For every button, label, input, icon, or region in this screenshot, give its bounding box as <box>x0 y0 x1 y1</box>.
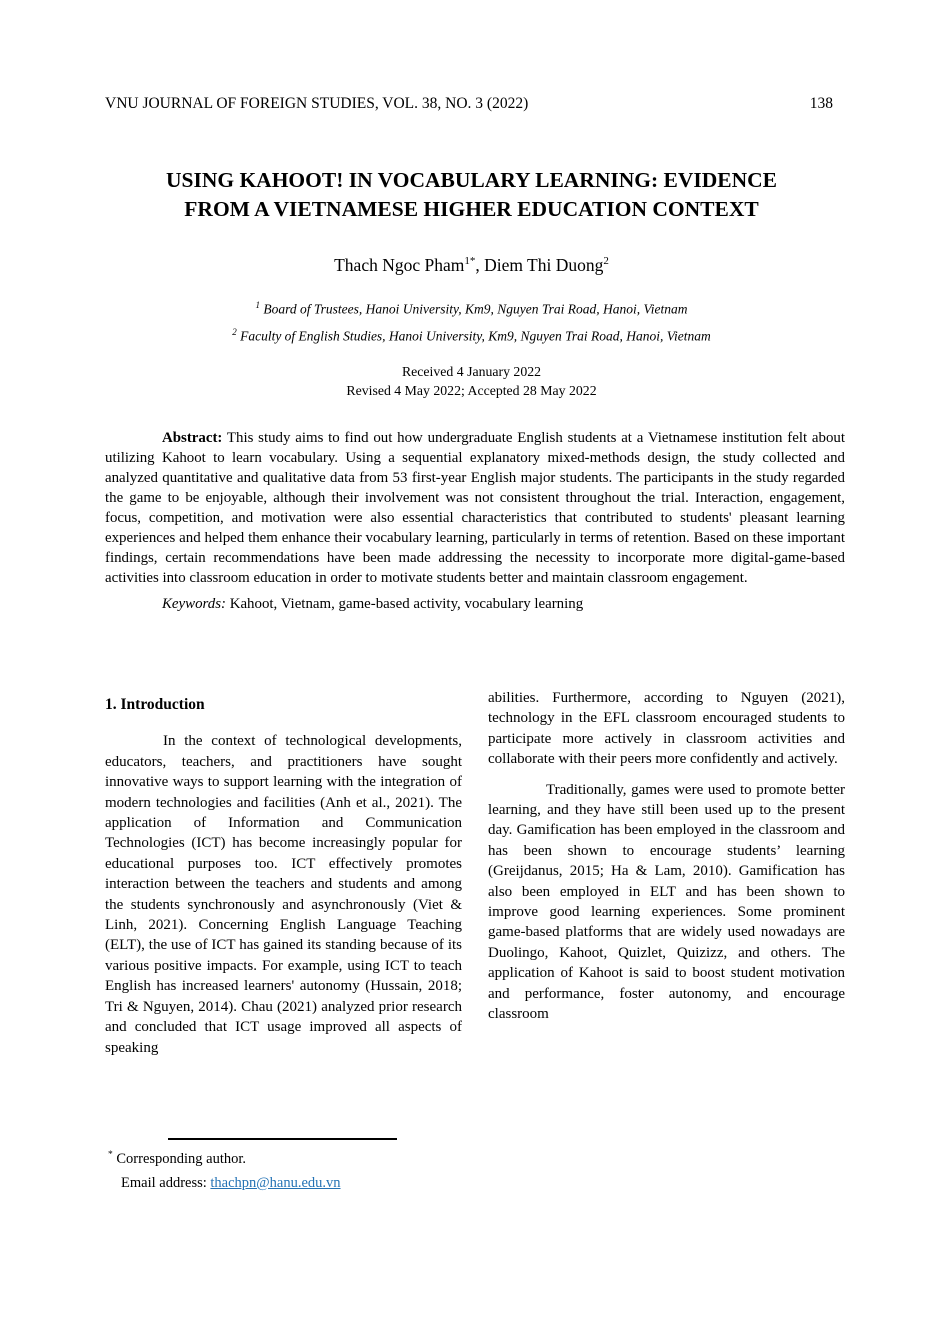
corresponding-author-note <box>108 1150 528 1168</box>
paper-title <box>100 166 843 224</box>
journal-title: VNU JOURNAL OF FOREIGN STUDIES, VOL. 38, NO. 3 (2022) <box>105 95 529 112</box>
received-date: Received 4 January 2022 <box>401 364 542 379</box>
affiliation-1-superscript: 1 <box>255 300 260 310</box>
footnote-marker: * <box>108 1150 113 1160</box>
email-line <box>108 1175 528 1192</box>
right-column <box>488 688 845 1058</box>
authors-separator: , <box>475 255 485 275</box>
page-number: 138 <box>809 95 833 112</box>
footnote-separator-rule <box>168 1138 397 1140</box>
abstract-label: Abstract: <box>162 430 223 446</box>
affiliation-2-superscript: 2 <box>232 327 237 337</box>
email-link[interactable]: thachpn@hanu.edu.vn <box>210 1174 341 1191</box>
affiliations <box>100 294 843 348</box>
authors-line <box>100 255 843 276</box>
intro-paragraph-1: In the context of technological developments, educators, teachers, and practitioners have sought innovative ways to support learning with the integration of modern technologies and facilities (Anh et al., 2021). The application of Information and Communication Technologies (ICT) has become increasingly popular for educational purposes too. ICT effectively promotes interaction between the teachers and students and among the students synchronously and asynchronously (Viet & Linh, 2021). Concerning English Language Teaching (ELT), the use of ICT has gained its standing because of its various positive impacts. For example, using ICT to teach English has increased learners' autonomy (Hussain, 2018; Tri & Nguyen, 2014). Chau (2021) analyzed prior research and concluded that ICT usage improved all aspects of speaking <box>105 733 462 1056</box>
intro-paragraph-1-continued: abilities. Furthermore, according to Nguyen (2021), technology in the EFL classroom encouraged students to participate more actively in classroom activities and collaborate with their peers more confidently and actively. <box>488 690 845 768</box>
submission-dates <box>100 362 843 400</box>
author-1-superscript: 1* <box>464 255 476 268</box>
affiliation-line-2 <box>100 321 843 348</box>
affiliation-1-text: Board of Trustees, Hanoi University, Km9, Nguyen Trai Road, Hanoi, Vietnam <box>260 301 688 317</box>
paper-title-line-2: FROM A VIETNAMESE HIGHER EDUCATION CONTEXT <box>184 197 759 221</box>
author-2-name: Diem Thi Duong <box>484 255 604 275</box>
affiliation-line-1 <box>100 294 843 321</box>
author-2-superscript: 2 <box>603 255 609 268</box>
keywords-text: Kahoot, Vietnam, game-based activity, vocabulary learning <box>225 596 584 612</box>
abstract-section <box>105 428 845 614</box>
left-column <box>105 688 462 1058</box>
footnote-area <box>108 1138 528 1192</box>
two-column-body <box>105 688 845 1058</box>
corresponding-author-text: Corresponding author. <box>112 1150 247 1167</box>
keywords-line <box>105 594 845 614</box>
keywords-label: Keywords: <box>162 596 226 612</box>
abstract-text: This study aims to find out how undergraduate English students at a Vietnamese institution felt about utilizing Kahoot to learn vocabulary. Using a sequential explanatory mixed-methods design, the study collected and analyzed quantitative and qualitative data from 53 first-year English major students. The participants in the study regarded the game to be enjoyable, although their involvement was not consistent throughout the trial. Interaction, engagement, focus, competition, and motivation were also essential characteristics that contributed to students' pleasant learning experiences and helped them enhance their vocabulary learning, particularly in terms of retention. Based on these important findings, certain recommendations have been made addressing the necessity to incorporate more digital-game-based activities into classroom education in order to motivate students better and maintain classroom engagement. <box>105 430 845 586</box>
author-1-name: Thach Ngoc Pham <box>334 255 465 275</box>
section-heading-introduction: 1. Introduction <box>105 696 205 713</box>
intro-paragraph-2: Traditionally, games were used to promote better learning, and they have still been used up to the present day. Gamification has been employed in the classroom and has been shown to encourage students’ learning (Greijdanus, 2015; Ha & Lam, 2010). Gamification has also been employed in ELT and has been shown to improve good learning experiences. Some prominent game-based platforms that are widely used nowadays are Duolingo, Kahoot, Quizlet, Quizizz, and others. The application of Kahoot is said to boost student motivation and performance, foster autonomy, and encourage classroom <box>488 781 845 1023</box>
paper-title-line-1: USING KAHOOT! IN VOCABULARY LEARNING: EVIDENCE <box>165 168 778 192</box>
running-header <box>105 95 833 113</box>
abstract-paragraph <box>105 428 845 588</box>
affiliation-2-text: Faculty of English Studies, Hanoi University, Km9, Nguyen Trai Road, Hanoi, Vietnam <box>236 328 711 344</box>
revised-accepted-date: Revised 4 May 2022; Accepted 28 May 2022 <box>346 383 597 398</box>
email-label: Email address: <box>121 1174 211 1191</box>
